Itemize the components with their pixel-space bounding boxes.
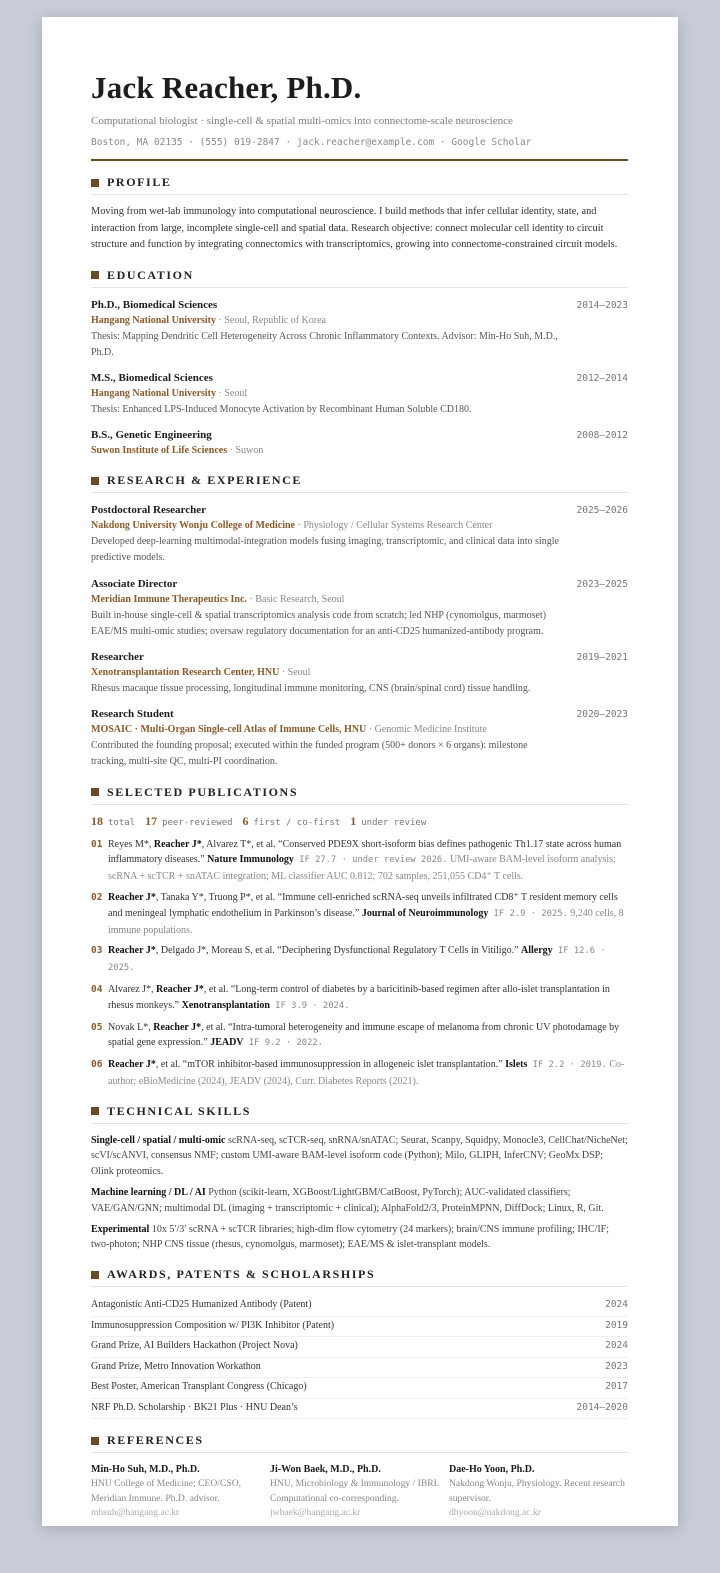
tagline: Computational biologist · single-cell & spatial multi-omics into connectome-scale neuroscience xyxy=(91,115,513,127)
organization-line xyxy=(91,722,628,738)
award-year: 2019 xyxy=(605,1319,628,1331)
publication-citation xyxy=(108,1020,628,1053)
journal-name: Xenotransplantation xyxy=(181,999,270,1011)
education-entry xyxy=(91,297,628,361)
award-year: 2017 xyxy=(605,1381,628,1393)
publication-number: 04 xyxy=(91,983,103,995)
journal-name: Nature Immunology xyxy=(207,854,294,866)
entry-header xyxy=(91,706,628,722)
stat-label: under review xyxy=(361,817,427,828)
coauthors-before: Reyes M*, xyxy=(108,838,154,850)
references-section xyxy=(91,1433,628,1521)
section-marker-icon xyxy=(91,788,99,796)
section-marker-icon xyxy=(91,1437,99,1445)
award-row xyxy=(91,1337,628,1358)
section-marker-icon xyxy=(91,271,99,279)
award-name: Immunosuppression Composition w/ PI3K Inhibitor (Patent) xyxy=(91,1319,335,1331)
publication-item xyxy=(91,890,628,938)
award-name: Grand Prize, Metro Innovation Workathon xyxy=(91,1360,261,1372)
award-row xyxy=(91,1378,628,1399)
date-range: 2020–2023 xyxy=(576,709,628,721)
organization-detail: · Basic Research, Seoul xyxy=(246,593,345,605)
candidate-name: Jack Reacher, Ph.D. xyxy=(91,70,362,105)
section-header xyxy=(91,175,628,195)
publication-citation xyxy=(108,982,628,1015)
organization-line xyxy=(91,518,628,534)
experience-entry xyxy=(91,502,628,566)
date-range: 2025–2026 xyxy=(576,505,628,517)
entry-header xyxy=(91,576,628,592)
profile-section xyxy=(91,175,628,254)
publication-note: UMI-aware BAM-level isoform analysis; scRNA + scTCR + snATAC integration; ML classifier AUC 0.812; 702 samples, 251,055 CD4⁺ T cells. xyxy=(108,854,616,883)
citation-body: , et al. “Long-term control of diabetes by a baricitinib-based regimen after allo-islet transplantation in rhesus monkeys.” xyxy=(108,983,610,1011)
skill-category: Machine learning / DL / AI xyxy=(91,1187,206,1199)
experience-section xyxy=(91,473,628,770)
education-section xyxy=(91,268,628,460)
award-year: 2024 xyxy=(605,1340,628,1352)
skill-category: Experimental xyxy=(91,1223,150,1235)
institution-name: Hangang National University xyxy=(91,387,217,399)
date-range: 2012–2014 xyxy=(576,372,628,384)
impact-factor-year: IF 3.9 · 2024. xyxy=(269,1000,350,1011)
thesis-text: Thesis: Mapping Dendritic Cell Heterogeneity Across Chronic Inflammatory Contexts. Advisor: Min-Ho Suh, M.D., Ph.D. xyxy=(91,330,558,358)
citation-body: , Delgado J*, Moreau S, et al. “Deciphering Dysfunctional Regulatory T Cells in Vitiligo.” xyxy=(155,945,522,957)
degree-title: M.S., Biomedical Sciences xyxy=(91,371,213,384)
header-rule xyxy=(91,159,628,161)
reference-email[interactable]: mhsuh@hangang.ac.kr xyxy=(91,1507,180,1519)
reference-email[interactable]: dhyoon@nakdong.ac.kr xyxy=(449,1507,541,1519)
publication-citation xyxy=(108,943,628,977)
reference-card xyxy=(270,1462,449,1521)
section-header xyxy=(91,1433,628,1453)
publication-number: 03 xyxy=(91,945,103,957)
role-description: Developed deep-learning multimodal-integration models fusing imaging, transcriptomic, and clinical data into single predictive models. xyxy=(91,536,559,564)
degree-title: B.S., Genetic Engineering xyxy=(91,429,212,442)
stat-number: 6 xyxy=(242,813,249,828)
citation-body: , et al. “mTOR inhibitor-based immunosuppression in allogeneic islet transplantation.” xyxy=(155,1059,506,1071)
section-marker-icon xyxy=(91,179,99,187)
publication-stat xyxy=(145,814,232,829)
award-row xyxy=(91,1399,628,1420)
organization-detail: · Seoul xyxy=(279,666,311,678)
publication-note: Co-author: eBioMedicine (2024), JEADV (2024), Curr. Diabetes Reports (2021). xyxy=(108,1059,625,1087)
reference-card xyxy=(449,1462,628,1521)
role-description: Contributed the founding proposal; executed within the funded program (500+ donors × 6 organs): milestone tracking, multi-site QC, multi-PI coordination. xyxy=(91,740,528,768)
degree-title: Ph.D., Biomedical Sciences xyxy=(91,298,218,311)
publication-number: 06 xyxy=(91,1059,103,1071)
publication-number: 01 xyxy=(91,838,103,850)
role-description: Rhesus macaque tissue processing, longitudinal immune monitoring, CNS (brain/spinal cord) tissue handling. xyxy=(91,682,531,694)
award-row xyxy=(91,1296,628,1317)
date-range: 2008–2012 xyxy=(576,430,628,442)
experience-list xyxy=(91,502,628,770)
publication-stat xyxy=(91,814,135,829)
role-title: Associate Director xyxy=(91,577,178,590)
awards-section xyxy=(91,1267,628,1419)
date-range: 2019–2021 xyxy=(576,651,628,663)
section-header xyxy=(91,473,628,493)
role-title: Research Student xyxy=(91,708,174,721)
candidate-author: Reacher J* xyxy=(108,945,156,957)
publication-list xyxy=(91,837,628,1090)
organization-name: Meridian Immune Therapeutics Inc. xyxy=(91,593,247,605)
stat-number: 18 xyxy=(91,813,103,828)
section-title: EDUCATION xyxy=(107,267,194,282)
publication-item xyxy=(91,1057,628,1090)
date-range: 2023–2025 xyxy=(576,578,628,590)
impact-factor-year: IF 2.2 · 2019. xyxy=(527,1060,607,1071)
award-year: 2023 xyxy=(605,1360,628,1372)
award-name: NRF Ph.D. Scholarship · BK21 Plus · HNU Dean’s xyxy=(91,1401,298,1413)
reference-affiliation: Nakdong Wonju, Physiology. Recent research supervisor. xyxy=(449,1478,625,1504)
impact-factor-year: IF 2.9 · 2025. xyxy=(488,908,568,919)
role-title: Researcher xyxy=(91,650,144,663)
award-row xyxy=(91,1358,628,1379)
institution-location: · Suwon xyxy=(227,445,264,457)
reference-affiliation: HNU, Microbiology & Immunology / IBRI. Computational co-corresponding. xyxy=(270,1478,440,1504)
journal-name: JEADV xyxy=(210,1037,244,1049)
citation-body: , et al. “Intra-tumoral heterogeneity and immune escape of melanoma from chronic UV photodamage by spatial gene expression.” xyxy=(108,1021,620,1049)
institution-name: Suwon Institute of Life Sciences xyxy=(91,445,228,457)
reference-name: Dae-Ho Yoon, Ph.D. xyxy=(449,1464,535,1476)
publication-number: 02 xyxy=(91,891,103,903)
coauthors-before: Alvarez J*, xyxy=(108,983,157,995)
candidate-author: Reacher J* xyxy=(108,1059,156,1071)
stat-label: first / co-first xyxy=(253,817,341,828)
journal-name: Islets xyxy=(505,1059,528,1071)
organization-line xyxy=(91,665,628,681)
section-title: PROFILE xyxy=(107,175,172,189)
awards-list xyxy=(91,1296,628,1419)
organization-detail: · Physiology / Cellular Systems Research Center xyxy=(294,520,493,532)
stat-number: 1 xyxy=(350,813,357,828)
reference-email[interactable]: jwbaek@hangang.ac.kr xyxy=(270,1507,361,1519)
section-header xyxy=(91,1267,628,1287)
section-marker-icon xyxy=(91,1107,99,1115)
institution-line xyxy=(91,386,628,402)
profile-text: Moving from wet-lab immunology into computational neuroscience. I build methods that infer cellular identity, state, and interaction from large, incomplete single-cell and spatial data. Research objective: connect molecular cell identity to circuit structure and function by integrating connectomics with transcriptomics, growing into connectome-constrained circuit models. xyxy=(91,206,618,250)
role-title: Postdoctoral Researcher xyxy=(91,504,206,517)
resume-page xyxy=(42,17,678,1526)
institution-location: · Seoul xyxy=(216,387,248,399)
entry-header xyxy=(91,370,628,386)
publication-stat xyxy=(350,814,426,829)
stat-label: total xyxy=(108,817,136,828)
publication-item xyxy=(91,943,628,977)
institution-name: Hangang National University xyxy=(91,314,217,326)
reference-name: Min-Ho Suh, M.D., Ph.D. xyxy=(91,1464,200,1476)
publication-number: 05 xyxy=(91,1021,103,1033)
education-entry xyxy=(91,370,628,418)
impact-factor-year: IF 12.6 · 2025. xyxy=(108,946,606,974)
skill-list-text: scRNA-seq, scTCR-seq, snRNA/snATAC; Seurat, Scanpy, Squidpy, Monocle3, CellChat/NicheNet; scVI/scANVI, consensus NMF; custom UMI-aware BAM-level isoform code (Python); Milo, GLIPH, InferCNV; GeoMx DSP; Olink proteomics. xyxy=(91,1134,628,1178)
publication-citation xyxy=(108,890,628,938)
section-header xyxy=(91,268,628,288)
institution-line xyxy=(91,443,628,459)
skill-group xyxy=(91,1133,628,1180)
section-header xyxy=(91,785,628,805)
contact-line: Boston, MA 02135 · (555) 019-2847 · jack.reacher@example.com · Google Scholar xyxy=(91,137,532,148)
entry-header xyxy=(91,297,628,313)
experience-entry xyxy=(91,706,628,770)
references-list xyxy=(91,1462,628,1521)
award-year: 2024 xyxy=(605,1299,628,1311)
section-title: AWARDS, PATENTS & SCHOLARSHIPS xyxy=(107,1267,376,1282)
organization-name: Xenotransplantation Research Center, HNU xyxy=(91,666,280,678)
citation-body: , Alvarez T*, et al. “Conserved PDE9X short-isoform bias defines pathogenic Th1.17 state across human inflammatory diseases.” xyxy=(108,838,622,866)
award-year: 2014–2020 xyxy=(576,1401,628,1413)
publication-item xyxy=(91,1020,628,1053)
candidate-author: Reacher J* xyxy=(153,838,202,850)
award-name: Grand Prize, AI Builders Hackathon (Project Nova) xyxy=(91,1340,298,1352)
skills-section xyxy=(91,1104,628,1254)
stat-label: peer-reviewed xyxy=(162,817,233,828)
section-title: TECHNICAL SKILLS xyxy=(107,1103,251,1118)
coauthors-before: Novak L*, xyxy=(108,1021,154,1033)
section-marker-icon xyxy=(91,477,99,485)
institution-location: · Seoul, Republic of Korea xyxy=(216,314,326,326)
role-description: Built in-house single-cell & spatial transcriptomics analysis code from scratch; led NHP (cynomolgus, marmoset) EAE/MS multi-omic studies; oversaw regulatory documentation for an anti-CD25 humanized-antibody program. xyxy=(91,609,547,637)
publication-stats xyxy=(91,814,628,829)
publication-note: 9,240 cells, 8 immune populations. xyxy=(108,907,624,936)
candidate-author: Reacher J* xyxy=(153,1021,202,1033)
candidate-author: Reacher J* xyxy=(156,983,204,995)
publication-item xyxy=(91,837,628,885)
organization-name: MOSAIC · Multi-Organ Single-cell Atlas of Immune Cells, HNU xyxy=(91,724,367,736)
section-header xyxy=(91,1104,628,1124)
journal-name: Journal of Neuroimmunology xyxy=(361,907,489,919)
date-range: 2014–2023 xyxy=(576,299,628,311)
skill-list-text: Python (scikit-learn, XGBoost/LightGBM/CatBoost, PyTorch); AUC-validated classifiers; VAE/GAN/GNN; multimodal DL (imaging + transcriptomic + clinical); AlphaFold2/3, ProteinMPNN, DiffDock; Linux, R, Git. xyxy=(91,1187,604,1214)
candidate-author: Reacher J* xyxy=(108,891,156,903)
organization-line xyxy=(91,592,628,608)
reference-affiliation: HNU College of Medicine; CEO/CSO, Meridian Immune. Ph.D. advisor. xyxy=(91,1478,242,1504)
skill-list-text: 10x 5′/3′ scRNA + scTCR libraries; high-dim flow cytometry (24 markers); brain/CNS immune profiling; IHC/IF; two-photon; NHP CNS tissue (rhesus, cynomolgus, marmoset); EAE/MS & islet-transplant models. xyxy=(91,1223,610,1251)
skill-group xyxy=(91,1222,628,1254)
award-name: Best Poster, American Transplant Congress (Chicago) xyxy=(91,1381,307,1393)
journal-name: Allergy xyxy=(521,945,553,957)
entry-header xyxy=(91,502,628,518)
publications-section xyxy=(91,785,628,1090)
section-title: REFERENCES xyxy=(107,1433,204,1448)
publication-citation xyxy=(108,1057,628,1090)
organization-detail: · Genomic Medicine Institute xyxy=(366,724,487,736)
experience-entry xyxy=(91,649,628,697)
reference-card xyxy=(91,1462,270,1521)
section-title: SELECTED PUBLICATIONS xyxy=(107,784,299,799)
publication-citation xyxy=(108,837,628,885)
experience-entry xyxy=(91,576,628,640)
award-name: Antagonistic Anti-CD25 Humanized Antibody (Patent) xyxy=(91,1299,312,1311)
education-entry xyxy=(91,427,628,459)
entry-header xyxy=(91,427,628,443)
thesis-text: Thesis: Enhanced LPS-Induced Monocyte Activation by Recombinant Human Soluble CD180. xyxy=(91,403,472,415)
education-list xyxy=(91,297,628,460)
skills-list xyxy=(91,1133,628,1254)
stat-number: 17 xyxy=(145,813,158,828)
institution-line xyxy=(91,313,628,329)
organization-name: Nakdong University Wonju College of Medicine xyxy=(91,520,295,532)
skill-group xyxy=(91,1185,628,1217)
skill-category: Single-cell / spatial / multi-omic xyxy=(91,1134,226,1146)
impact-factor-year: IF 27.7 · under review 2026. xyxy=(293,855,448,866)
section-title: RESEARCH & EXPERIENCE xyxy=(107,473,302,488)
reference-name: Ji-Won Baek, M.D., Ph.D. xyxy=(270,1464,381,1476)
publication-item xyxy=(91,982,628,1015)
section-marker-icon xyxy=(91,1271,99,1279)
award-row xyxy=(91,1317,628,1338)
publication-stat xyxy=(243,814,341,829)
citation-body: , Tanaka Y*, Truong P*, et al. “Immune cell-enriched scRNA-seq unveils infiltrated CD8⁺ T resident memory cells and meningeal lymphatic endothelium in Parkinson’s disease.” xyxy=(108,891,618,919)
entry-header xyxy=(91,649,628,665)
impact-factor-year: IF 9.2 · 2022. xyxy=(243,1038,323,1049)
